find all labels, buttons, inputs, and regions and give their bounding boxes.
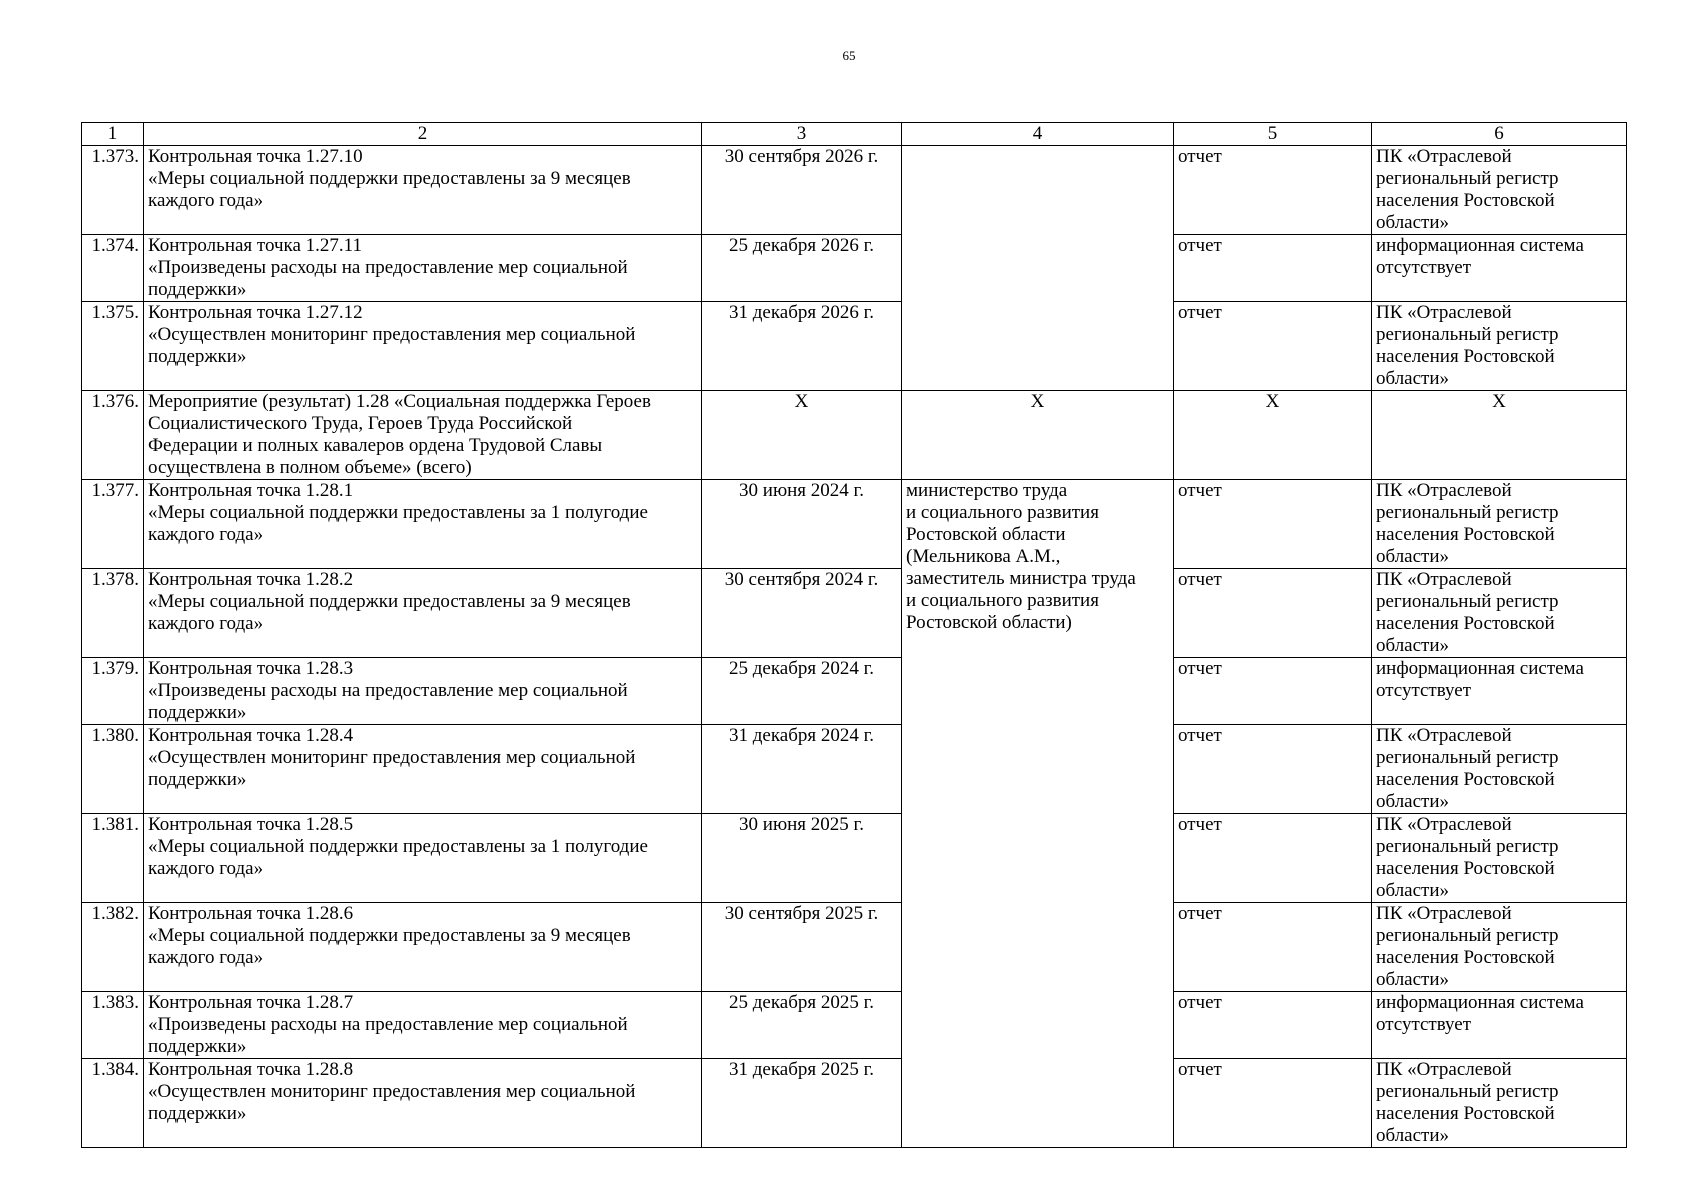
row-document: отчет <box>1174 658 1372 725</box>
system-line: населения Ростовской <box>1376 524 1555 545</box>
description-line: каждого года» <box>148 613 264 634</box>
description-line: Социалистического Труда, Героев Труда Российской <box>148 413 573 434</box>
row-description <box>144 992 702 1059</box>
responsible-empty-cell <box>902 146 1174 391</box>
row-information-system <box>1372 658 1627 725</box>
system-line: ПК «Отраслевой <box>1376 903 1512 924</box>
description-line: Мероприятие (результат) 1.28 «Социальная поддержка Героев <box>148 391 651 412</box>
responsible-line: Ростовской области) <box>906 612 1072 633</box>
description-line: Контрольная точка 1.28.3 <box>148 658 354 679</box>
description-line: «Произведены расходы на предоставление мер социальной <box>148 1014 628 1035</box>
table-row <box>82 302 1627 391</box>
row-description <box>144 235 702 302</box>
row-number: 1.382. <box>82 903 144 992</box>
description-line: Контрольная точка 1.28.7 <box>148 992 354 1013</box>
table-row <box>82 391 1627 480</box>
header-cell: 3 <box>702 123 902 146</box>
system-line: региональный регистр <box>1376 168 1559 189</box>
row-document: отчет <box>1174 992 1372 1059</box>
responsible-line: и социального развития <box>906 502 1099 523</box>
description-line: каждого года» <box>148 524 264 545</box>
row-document: отчет <box>1174 903 1372 992</box>
row-description <box>144 569 702 658</box>
system-line: области» <box>1376 1125 1450 1146</box>
system-line: ПК «Отраслевой <box>1376 146 1512 167</box>
row-document: отчет <box>1174 480 1372 569</box>
system-line: информационная система <box>1376 992 1584 1013</box>
row-information-system <box>1372 814 1627 903</box>
description-line: «Произведены расходы на предоставление мер социальной <box>148 257 628 278</box>
description-line: поддержки» <box>148 346 247 367</box>
table-row <box>82 146 1627 235</box>
row-date: 25 декабря 2025 г. <box>702 992 902 1059</box>
system-line: региональный регистр <box>1376 591 1559 612</box>
row-responsible: X <box>902 391 1174 480</box>
system-line: отсутствует <box>1376 257 1472 278</box>
description-line: поддержки» <box>148 279 247 300</box>
system-line: области» <box>1376 791 1450 812</box>
description-line: осуществлена в полном объеме» (всего) <box>148 457 472 478</box>
table-row <box>82 658 1627 725</box>
system-line: ПК «Отраслевой <box>1376 302 1512 323</box>
description-line: «Произведены расходы на предоставление мер социальной <box>148 680 628 701</box>
row-information-system <box>1372 725 1627 814</box>
header-cell: 1 <box>82 123 144 146</box>
row-date: 30 сентября 2024 г. <box>702 569 902 658</box>
description-line: «Меры социальной поддержки предоставлены за 1 полугодие <box>148 502 648 523</box>
description-line: Контрольная точка 1.27.11 <box>148 235 362 256</box>
description-line: Контрольная точка 1.28.4 <box>148 725 354 746</box>
row-document: отчет <box>1174 146 1372 235</box>
header-cell: 4 <box>902 123 1174 146</box>
row-description <box>144 146 702 235</box>
description-line: Контрольная точка 1.27.10 <box>148 146 363 167</box>
responsible-line: (Мельникова А.М., <box>906 546 1061 567</box>
system-line: области» <box>1376 212 1450 233</box>
description-line: «Меры социальной поддержки предоставлены за 9 месяцев <box>148 591 631 612</box>
system-line: населения Ростовской <box>1376 1103 1555 1124</box>
description-line: Контрольная точка 1.28.8 <box>148 1059 354 1080</box>
row-document: отчет <box>1174 1059 1372 1148</box>
row-document: отчет <box>1174 814 1372 903</box>
row-date: 31 декабря 2025 г. <box>702 1059 902 1148</box>
row-number: 1.379. <box>82 658 144 725</box>
description-line: поддержки» <box>148 702 247 723</box>
description-line: Федерации и полных кавалеров ордена Трудовой Славы <box>148 435 603 456</box>
table-row <box>82 480 1627 569</box>
system-line: отсутствует <box>1376 680 1472 701</box>
row-document: отчет <box>1174 302 1372 391</box>
description-line: Контрольная точка 1.27.12 <box>148 302 363 323</box>
row-date: 30 июня 2024 г. <box>702 480 902 569</box>
table-row <box>82 235 1627 302</box>
system-line: ПК «Отраслевой <box>1376 480 1512 501</box>
system-line: информационная система <box>1376 658 1584 679</box>
responsible-line: министерство труда <box>906 480 1068 501</box>
row-date: 31 декабря 2026 г. <box>702 302 902 391</box>
row-number: 1.378. <box>82 569 144 658</box>
system-line: населения Ростовской <box>1376 769 1555 790</box>
row-information-system <box>1372 302 1627 391</box>
system-line: населения Ростовской <box>1376 947 1555 968</box>
description-line: «Осуществлен мониторинг предоставления мер социальной <box>148 747 636 768</box>
system-line: области» <box>1376 880 1450 901</box>
description-line: «Меры социальной поддержки предоставлены за 1 полугодие <box>148 836 648 857</box>
row-information-system <box>1372 903 1627 992</box>
system-line: области» <box>1376 969 1450 990</box>
description-line: каждого года» <box>148 190 264 211</box>
description-line: поддержки» <box>148 1036 247 1057</box>
description-line: Контрольная точка 1.28.6 <box>148 903 354 924</box>
header-cell: 6 <box>1372 123 1627 146</box>
page-number: 65 <box>842 48 856 63</box>
system-line: области» <box>1376 635 1450 656</box>
row-number: 1.384. <box>82 1059 144 1148</box>
description-line: «Осуществлен мониторинг предоставления мер социальной <box>148 324 636 345</box>
description-line: поддержки» <box>148 1103 247 1124</box>
table-row <box>82 569 1627 658</box>
system-line: ПК «Отраслевой <box>1376 1059 1512 1080</box>
row-document: X <box>1174 391 1372 480</box>
description-line: каждого года» <box>148 947 264 968</box>
system-line: региональный регистр <box>1376 1081 1559 1102</box>
system-line: населения Ростовской <box>1376 190 1555 211</box>
table-row <box>82 903 1627 992</box>
table-row <box>82 725 1627 814</box>
description-line: поддержки» <box>148 769 247 790</box>
description-line: Контрольная точка 1.28.1 <box>148 480 354 501</box>
row-information-system <box>1372 569 1627 658</box>
system-line: области» <box>1376 368 1450 389</box>
table-row <box>82 992 1627 1059</box>
description-line: каждого года» <box>148 858 264 879</box>
row-description <box>144 903 702 992</box>
row-document: отчет <box>1174 725 1372 814</box>
row-number: 1.383. <box>82 992 144 1059</box>
control-points-table <box>81 122 1627 1148</box>
row-number: 1.381. <box>82 814 144 903</box>
row-description <box>144 1059 702 1148</box>
row-information-system <box>1372 480 1627 569</box>
responsible-line: Ростовской области <box>906 524 1066 545</box>
row-information-system: X <box>1372 391 1627 480</box>
row-description <box>144 302 702 391</box>
row-information-system <box>1372 235 1627 302</box>
row-date: 30 сентября 2025 г. <box>702 903 902 992</box>
table-row <box>82 814 1627 903</box>
system-line: региональный регистр <box>1376 324 1559 345</box>
row-number: 1.375. <box>82 302 144 391</box>
row-date: 25 декабря 2024 г. <box>702 658 902 725</box>
system-line: ПК «Отраслевой <box>1376 725 1512 746</box>
row-date: 30 июня 2025 г. <box>702 814 902 903</box>
system-line: ПК «Отраслевой <box>1376 814 1512 835</box>
row-date: 30 сентября 2026 г. <box>702 146 902 235</box>
row-number: 1.374. <box>82 235 144 302</box>
row-description <box>144 814 702 903</box>
system-line: информационная система <box>1376 235 1584 256</box>
table-row <box>82 1059 1627 1148</box>
row-date: 31 декабря 2024 г. <box>702 725 902 814</box>
system-line: региональный регистр <box>1376 925 1559 946</box>
row-information-system <box>1372 992 1627 1059</box>
row-information-system <box>1372 1059 1627 1148</box>
row-description <box>144 658 702 725</box>
system-line: ПК «Отраслевой <box>1376 569 1512 590</box>
system-line: населения Ростовской <box>1376 858 1555 879</box>
description-line: «Осуществлен мониторинг предоставления мер социальной <box>148 1081 636 1102</box>
system-line: населения Ростовской <box>1376 346 1555 367</box>
system-line: региональный регистр <box>1376 502 1559 523</box>
system-line: отсутствует <box>1376 1014 1472 1035</box>
row-number: 1.373. <box>82 146 144 235</box>
system-line: населения Ростовской <box>1376 613 1555 634</box>
row-description <box>144 725 702 814</box>
row-document: отчет <box>1174 235 1372 302</box>
responsible-line: и социального развития <box>906 590 1099 611</box>
description-line: «Меры социальной поддержки предоставлены за 9 месяцев <box>148 925 631 946</box>
responsible-line: заместитель министра труда <box>906 568 1136 589</box>
row-number: 1.377. <box>82 480 144 569</box>
row-date: X <box>702 391 902 480</box>
description-line: Контрольная точка 1.28.2 <box>148 569 354 590</box>
row-number: 1.376. <box>82 391 144 480</box>
row-date: 25 декабря 2026 г. <box>702 235 902 302</box>
row-number: 1.380. <box>82 725 144 814</box>
system-line: региональный регистр <box>1376 747 1559 768</box>
header-cell: 5 <box>1174 123 1372 146</box>
header-row <box>82 123 1627 146</box>
system-line: области» <box>1376 546 1450 567</box>
system-line: региональный регистр <box>1376 836 1559 857</box>
row-description <box>144 480 702 569</box>
responsible-executor-cell <box>902 480 1174 1148</box>
row-description <box>144 391 702 480</box>
header-cell: 2 <box>144 123 702 146</box>
description-line: «Меры социальной поддержки предоставлены за 9 месяцев <box>148 168 631 189</box>
row-document: отчет <box>1174 569 1372 658</box>
row-information-system <box>1372 146 1627 235</box>
description-line: Контрольная точка 1.28.5 <box>148 814 354 835</box>
